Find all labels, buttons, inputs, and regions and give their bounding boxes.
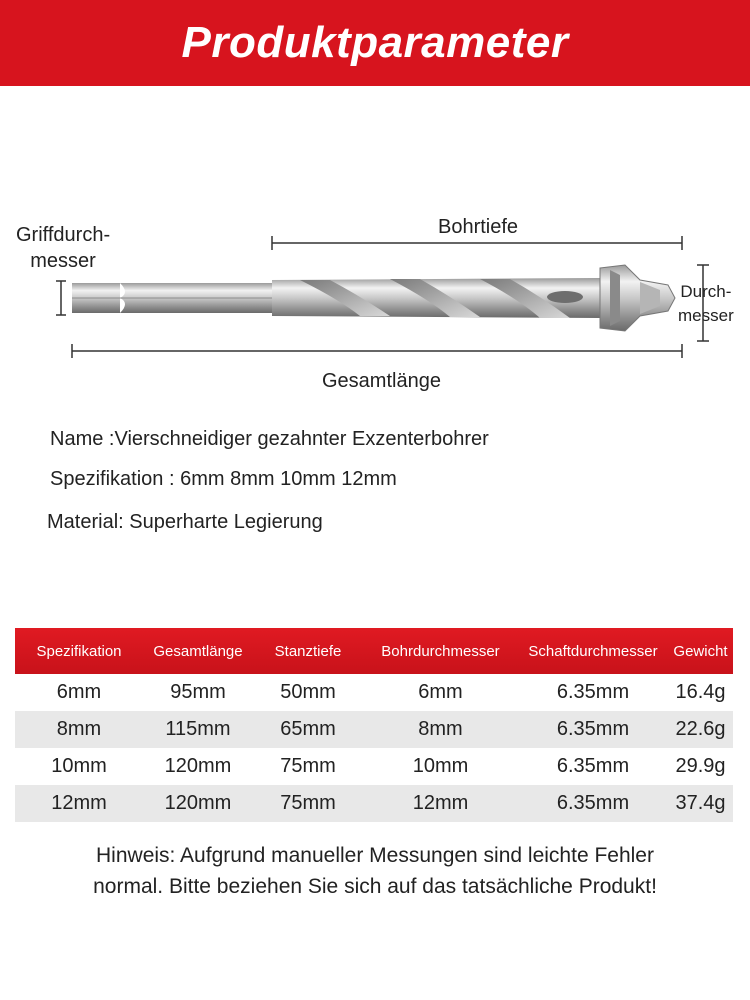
- table-row: [15, 711, 733, 748]
- total-length-label: Gesamtlänge: [322, 370, 441, 392]
- table-cell: 75mm: [280, 755, 336, 777]
- page-title: Produktparameter: [181, 18, 569, 67]
- drill-bit-diagram: [0, 200, 750, 360]
- table-cell: 12mm: [51, 792, 107, 814]
- table-cell: 10mm: [51, 755, 107, 777]
- table-cell: 37.4g: [675, 792, 726, 814]
- header-stanztiefe: Stanztiefe: [274, 642, 342, 660]
- table-cell: 115mm: [165, 718, 231, 740]
- header-schaftdurchmesser: Schaftdurchmesser: [528, 642, 658, 660]
- grip-dimension-line: [56, 281, 66, 315]
- note-line2: normal. Bitte beziehen Sie sich auf das tatsächliche Produkt!: [93, 875, 657, 898]
- table-cell: 22.6g: [675, 718, 726, 740]
- table-cell: 6.35mm: [556, 792, 630, 814]
- header-gesamtlaenge: Gesamtlänge: [153, 642, 243, 660]
- header-banner: [0, 0, 750, 86]
- measurement-note: [30, 840, 720, 902]
- table-cell: 10mm: [412, 755, 469, 777]
- table-cell: 6mm: [56, 681, 102, 703]
- drilling-depth-label: Bohrtiefe: [438, 216, 519, 238]
- table-row: [15, 674, 733, 711]
- table-cell: 16.4g: [675, 681, 726, 703]
- product-specification: Spezifikation : 6mm 8mm 10mm 12mm: [50, 468, 397, 490]
- header-gewicht: Gewicht: [673, 642, 728, 660]
- product-material: Material: Superharte Legierung: [47, 511, 323, 533]
- table-row: [15, 748, 733, 785]
- table-cell: 29.9g: [675, 755, 726, 777]
- table-cell: 120mm: [164, 755, 232, 777]
- cross-tip: [600, 265, 675, 331]
- table-cell: 95mm: [170, 681, 226, 703]
- table-cell: 6.35mm: [556, 681, 630, 703]
- specification-table: [15, 628, 733, 822]
- table-row: [15, 785, 733, 822]
- table-cell: 12mm: [412, 792, 469, 814]
- table-cell: 120mm: [164, 792, 232, 814]
- table-cell: 8mm: [56, 718, 102, 740]
- table-cell: 6.35mm: [556, 718, 630, 740]
- grip-label-line1: Griffdurch-: [16, 224, 111, 246]
- header-bohrdurchmesser: Bohrdurchmesser: [381, 642, 500, 660]
- hex-shank: [72, 283, 272, 313]
- table-cell: 50mm: [280, 681, 336, 703]
- depth-dimension-line: [272, 236, 682, 250]
- diameter-dimension-line: [697, 265, 709, 341]
- fluted-body: [272, 278, 600, 318]
- length-dimension-line: [72, 344, 682, 358]
- note-line1: Hinweis: Aufgrund manueller Messungen sind leichte Fehler: [96, 844, 654, 867]
- header-spezifikation: Spezifikation: [36, 642, 122, 660]
- table-cell: 8mm: [418, 718, 463, 740]
- diameter-label-line2: messer: [678, 306, 734, 325]
- table-cell: 6mm: [418, 681, 463, 703]
- product-name: Name :Vierschneidiger gezahnter Exzenterbohrer: [50, 428, 489, 450]
- table-header: [15, 628, 733, 674]
- diameter-label-line1: Durch-: [680, 282, 732, 301]
- table-cell: 75mm: [280, 792, 336, 814]
- table-cell: 6.35mm: [556, 755, 630, 777]
- grip-label-line2: messer: [30, 250, 96, 272]
- table-cell: 65mm: [280, 718, 336, 740]
